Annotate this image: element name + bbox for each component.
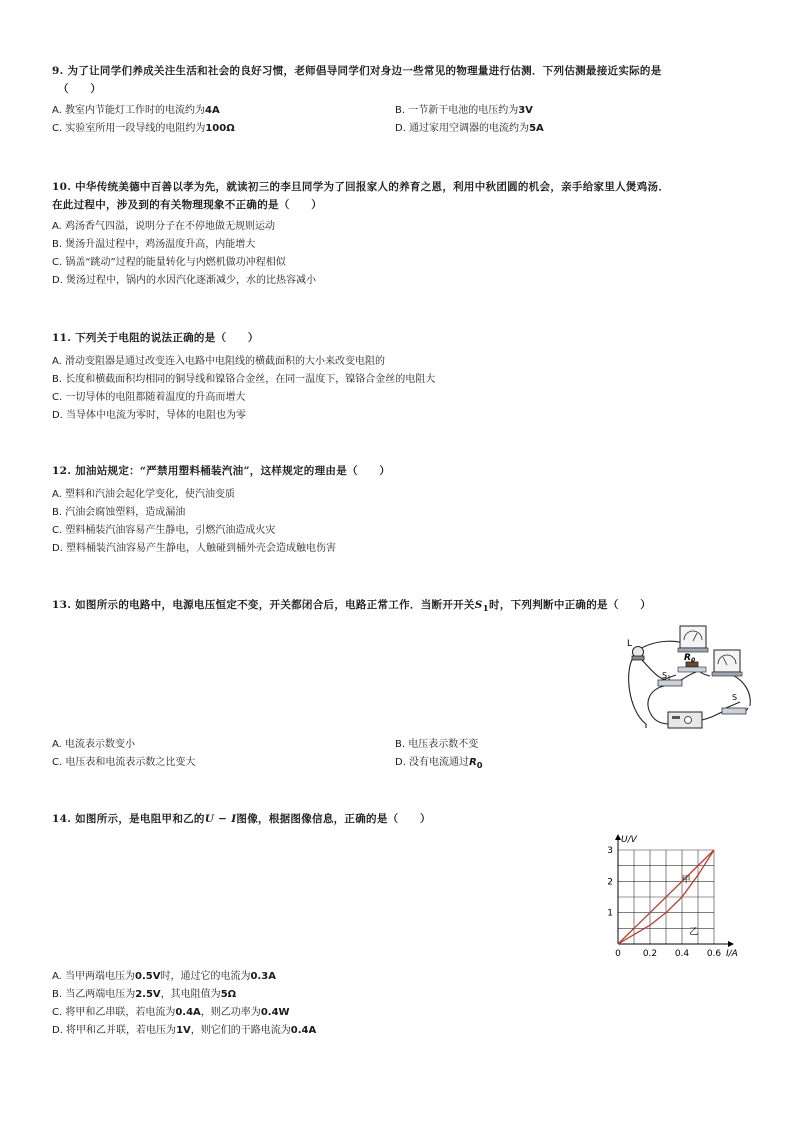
resistor-base xyxy=(678,667,706,672)
stem-variable: U − I xyxy=(204,813,237,825)
option-text: ，其电阻值为 xyxy=(160,989,221,1000)
option-d-variable: R xyxy=(469,757,477,768)
question-13-options xyxy=(52,736,752,772)
option-d[interactable] xyxy=(395,754,483,774)
option-d[interactable]: D. 当导体中电流为零时，导体的电阻也为零 xyxy=(52,410,247,421)
x-tick-label: 0.2 xyxy=(642,949,658,959)
option-a[interactable] xyxy=(52,102,220,120)
option-text: C. 将甲和乙串联，若电流为 xyxy=(52,1007,176,1018)
option-a[interactable]: A. 鸡汤香气四溢，说明分子在不停地做无规则运动 xyxy=(52,221,276,232)
ammeter-icon xyxy=(680,626,706,648)
question-10 xyxy=(52,178,752,290)
switch-s-icon xyxy=(722,708,746,714)
option-text: ，则乙功率为 xyxy=(200,1007,261,1018)
option-value: 1V xyxy=(176,1025,191,1036)
option-b[interactable]: B. 电压表示数不变 xyxy=(395,739,479,750)
y-tick-label: 1 xyxy=(607,908,613,919)
question-14 xyxy=(52,810,752,828)
circuit-figure xyxy=(618,620,760,732)
question-13-stem xyxy=(52,596,752,618)
option-a[interactable]: A. 电流表示数变小 xyxy=(52,739,136,750)
series-labels xyxy=(682,874,699,937)
wire xyxy=(726,672,750,706)
question-13-options-grid xyxy=(52,736,752,772)
stem-text: 图像，根据图像信息，正确的是（ ） xyxy=(236,813,431,825)
option-text: B. 当乙两端电压为 xyxy=(52,989,136,1000)
option-c-text: C. 实验室所用一段导线的电阻约为 xyxy=(52,123,206,134)
tick-labels xyxy=(607,846,721,959)
wire xyxy=(629,656,646,728)
option-text: A. 当甲两端电压为 xyxy=(52,971,136,982)
question-9-stem-cont: （ ） xyxy=(58,83,102,95)
question-10-stem: 10. 中华传统美德中百善以孝为先，就读初三的李旦同学为了回报家人的养育之恩，利用中秋团圆的机会，亲手给家里人煲鸡汤． xyxy=(52,181,670,193)
option-text: ，则它们的干路电流为 xyxy=(190,1025,291,1036)
wire xyxy=(702,712,722,720)
option-d-value: 5A xyxy=(529,123,544,134)
question-12 xyxy=(52,462,752,558)
switch-s-label: S xyxy=(732,693,738,702)
question-14-options xyxy=(52,968,752,1040)
x-axis-arrow-icon xyxy=(728,941,734,947)
option-c[interactable]: C. 锅盖“跳动”过程的能量转化与内燃机做功冲程相似 xyxy=(52,257,286,268)
option-value: 2.5V xyxy=(135,989,161,1000)
option-c[interactable]: C. 一切导体的电阻都随着温度的升高而增大 xyxy=(52,392,246,403)
question-9-options xyxy=(52,102,752,138)
stem-text: 14. 如图所示，是电阻甲和乙的 xyxy=(52,813,205,825)
x-tick-label: 0 xyxy=(615,949,621,959)
option-d[interactable] xyxy=(52,1022,752,1040)
y-tick-label: 2 xyxy=(607,877,613,888)
question-14-stem xyxy=(52,810,752,828)
stem-text: 13. 如图所示的电路中，电源电压恒定不变，开关都闭合后，电路正常工作．当断开开关 xyxy=(52,599,475,611)
lamp-label: L xyxy=(627,639,633,649)
question-9 xyxy=(52,62,752,138)
question-11-options xyxy=(52,353,752,425)
option-text: D. 将甲和乙并联，若电压为 xyxy=(52,1025,177,1036)
option-b[interactable]: B. 汽油会腐蚀塑料，造成漏油 xyxy=(52,507,186,518)
option-b[interactable] xyxy=(395,102,533,120)
question-11-stem: 11. 下列关于电阻的说法正确的是（ ） xyxy=(52,332,259,344)
option-c[interactable] xyxy=(52,120,235,138)
voltmeter-icon xyxy=(714,650,740,672)
question-10-stem-cont: 在此过程中，涉及到的有关物理现象不正确的是（ ） xyxy=(52,199,322,211)
question-10-options xyxy=(52,218,752,290)
option-value: 0.3A xyxy=(250,971,276,982)
option-a[interactable]: A. 滑动变阻器是通过改变连入电路中电阻线的横截面积的大小来改变电阻的 xyxy=(52,356,386,367)
power-display xyxy=(672,716,680,719)
option-d[interactable]: D. 塑料桶装汽油容易产生静电，人触碰到桶外壳会造成触电伤害 xyxy=(52,543,337,554)
ui-graph xyxy=(600,828,750,968)
stem-variable: S xyxy=(474,599,483,611)
question-9-stem: 9. 为了让同学们养成关注生活和社会的良好习惯，老师倡导同学们对身边一些常见的物理量进行估测．下列估测最接近实际的是 xyxy=(52,65,662,77)
switch-lever xyxy=(726,702,740,708)
stem-text: 时，下列判断中正确的是（ ） xyxy=(489,599,652,611)
option-b[interactable] xyxy=(52,986,752,1004)
option-c[interactable] xyxy=(52,1004,752,1022)
meter-base xyxy=(678,648,708,652)
stem-subscript: 1 xyxy=(482,604,490,615)
x-axis-label: I/A xyxy=(726,949,738,959)
option-value: 0.4A xyxy=(175,1007,201,1018)
option-d[interactable] xyxy=(395,120,544,138)
x-tick-label: 0.4 xyxy=(674,949,690,959)
option-value: 0.5V xyxy=(135,971,161,982)
option-d-text: D. 通过家用空调器的电流约为 xyxy=(395,123,530,134)
option-d-text: D. 没有电流通过 xyxy=(395,757,470,768)
option-c[interactable]: C. 电压表和电流表示数之比变大 xyxy=(52,757,196,768)
power-knob xyxy=(685,717,692,724)
y-axis-label: U/V xyxy=(621,835,637,845)
option-text: 时，通过它的电流为 xyxy=(160,971,251,982)
option-d[interactable]: D. 煲汤过程中，锅内的水因汽化逐渐减少，水的比热容减小 xyxy=(52,275,317,286)
option-a[interactable] xyxy=(52,968,752,986)
y-tick-label: 3 xyxy=(607,846,613,856)
option-b[interactable]: B. 煲汤升温过程中，鸡汤温度升高，内能增大 xyxy=(52,239,256,250)
meter-base xyxy=(712,672,742,676)
question-13 xyxy=(52,596,752,618)
option-a-text: A. 教室内节能灯工作时的电流约为 xyxy=(52,105,206,116)
option-value: 0.4A xyxy=(290,1025,317,1036)
question-12-options xyxy=(52,486,752,558)
question-11 xyxy=(52,329,752,425)
wire xyxy=(648,686,670,724)
option-c-value: 100Ω xyxy=(205,123,235,134)
option-value: 5Ω xyxy=(220,989,237,1000)
option-a[interactable]: A. 塑料和汽油会起化学变化，使汽油变质 xyxy=(52,489,236,500)
switch-s1-label: $S_1$ xyxy=(662,671,671,682)
series-label: 乙 xyxy=(689,927,699,938)
option-d-subscript: 0 xyxy=(476,760,483,770)
x-tick-label: 0.6 xyxy=(706,949,722,959)
series-label: 甲 xyxy=(681,875,691,886)
option-value: 0.4W xyxy=(260,1007,290,1018)
lamp-base xyxy=(632,656,644,660)
option-b-value: 3V xyxy=(518,105,533,116)
question-12-stem: 12. 加油站规定：“严禁用塑料桶装汽油”，这样规定的理由是（ ） xyxy=(52,465,391,477)
option-a-value: 4A xyxy=(205,105,220,116)
option-b[interactable]: B. 长度和横截面积均相同的铜导线和镍铬合金丝，在同一温度下，镍铬合金丝的电阻大 xyxy=(52,374,436,385)
option-b-text: B. 一节新干电池的电压约为 xyxy=(395,105,519,116)
resistor-label: $R_0$ xyxy=(684,653,696,664)
option-c[interactable]: C. 塑料桶装汽油容易产生静电，引燃汽油造成火灾 xyxy=(52,525,276,536)
